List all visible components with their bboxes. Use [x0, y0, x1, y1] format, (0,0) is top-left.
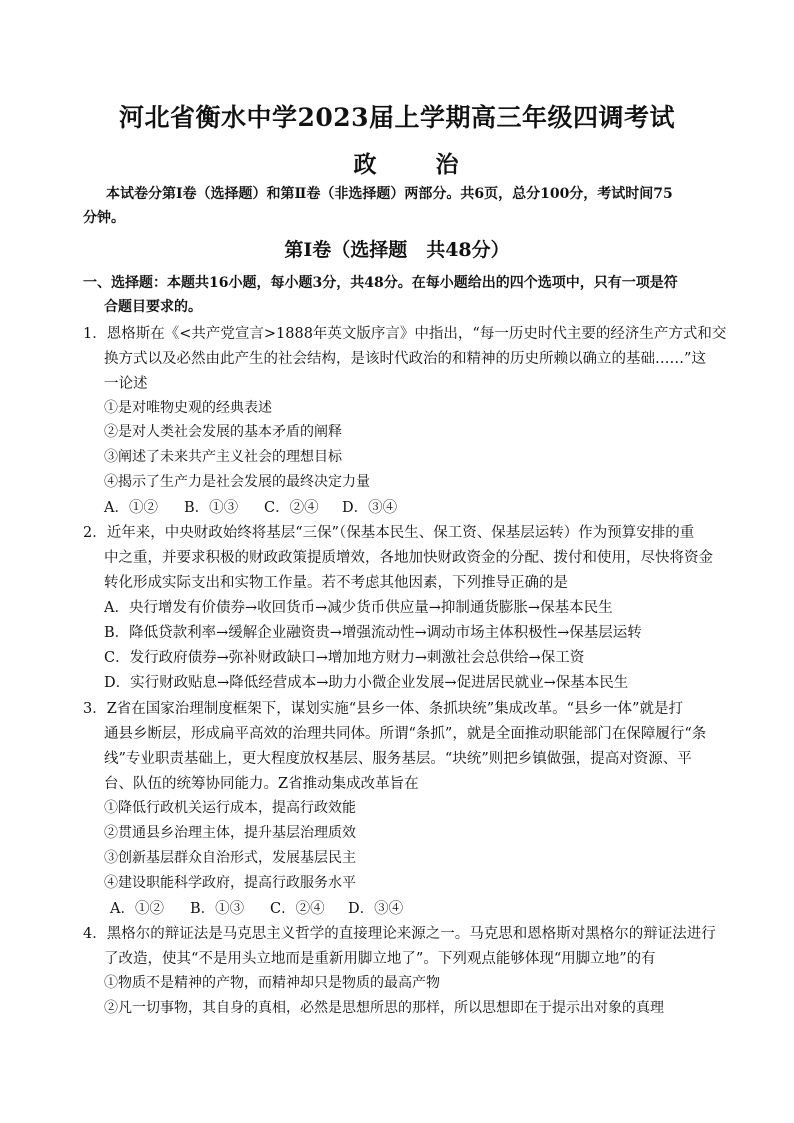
instruction-line-2: 合题目要求的。	[104, 299, 202, 315]
question-text-line: 转化形成实际支出和实物工作量。若不考虑其他因素，下列推导正确的是	[104, 575, 568, 591]
question-text-line: 台、队伍的统筹协同能力。Z省推动集成改革旨在	[104, 776, 419, 792]
choice-b: B．降低贷款利率→缓解企业融资贵→增强流动性→调动市场主体积极性→保基层运转	[104, 625, 642, 641]
statement: ③创新基层群众自治形式，发展基层民主	[104, 850, 356, 866]
statement: ④建设职能科学政府，提高行政服务水平	[104, 875, 356, 891]
answer-options	[110, 897, 403, 918]
statement: ②是对人类社会发展的基本矛盾的阐释	[104, 424, 342, 440]
statement: ②凡一切事物，其自身的真相，必然是思想所思的那样，所以思想即在于提示出对象的真理	[104, 1000, 664, 1016]
question-text-line: 4．黑格尔的辩证法是马克思主义哲学的直接理论来源之一。马克思和恩格斯对黑格尔的辩证法进行	[83, 926, 716, 942]
option-b: B．①③	[184, 500, 239, 516]
choice-d: D．实行财政贴息→降低经营成本→助力小微企业发展→促进居民就业→保基本民生	[104, 675, 629, 691]
statement: ①是对唯物史观的经典表述	[104, 400, 272, 416]
intro-line-2: 分钟。	[83, 210, 125, 226]
question-text-line: 一论述	[104, 376, 148, 392]
choice-c: C．发行政府债券→弥补财政缺口→增加地方财力→刺激社会总供给→保工资	[104, 650, 585, 666]
question-text-line: 中之重，并要求积极的财政政策提质增效，各地加快财政资金的分配、拨付和使用，尽快将资金	[104, 550, 713, 566]
option-a: A．①②	[110, 901, 164, 917]
option-d: D．③④	[348, 901, 404, 917]
intro-line-1: 本试卷分第Ⅰ卷（选择题）和第Ⅱ卷（非选择题）两部分。共6页，总分100分，考试时间75	[106, 186, 673, 202]
option-a: A．①②	[104, 500, 158, 516]
statement: ③阐述了未来共产主义社会的理想目标	[104, 449, 342, 465]
question-text-line: 通县乡断层，形成扁平高效的治理共同体。所谓“条抓”，就是全面推动职能部门在保障履行“条	[104, 726, 707, 742]
statement: ②贯通县乡治理主体，提升基层治理质效	[104, 825, 356, 841]
statement: ④揭示了生产力是社会发展的最终决定力量	[104, 474, 370, 490]
option-b: B．①③	[190, 901, 245, 917]
section-title: 第Ⅰ卷（选择题 共48分）	[284, 239, 510, 261]
subject-title: 政 治	[353, 151, 477, 178]
question-text-line: 了改造，使其“不是用头立地而是重新用脚立地了”。下列观点能够体现“用脚立地”的有	[104, 951, 656, 967]
instruction-line-1: 一、选择题：本题共16小题，每小题3分，共48分。在每小题给出的四个选项中，只有一项是符	[83, 275, 678, 291]
question-text-line: 换方式以及必然由此产生的社会结构，是该时代政治的和精神的历史所赖以确立的基础……”这	[104, 351, 706, 367]
option-c: C．②④	[264, 500, 319, 516]
option-d: D．③④	[342, 500, 398, 516]
question-text-line: 线”专业职责基础上，更大程度放权基层、服务基层。“块统”则把乡镇做强，提高对资源、平	[104, 751, 692, 767]
question-text-line: 3．Z省在国家治理制度框架下，谋划实施“县乡一体、条抓块统”集成改革。“县乡一体”就是打	[83, 701, 683, 717]
statement: ①降低行政机关运行成本，提高行政效能	[104, 800, 356, 816]
question-text-line: 2．近年来，中央财政始终将基层“三保”（保基本民生、保工资、保基层运转）作为预算安排的重	[83, 525, 695, 541]
choice-a: A．央行增发有价债券→收回货币→减少货币供应量→抑制通货膨胀→保基本民生	[104, 600, 613, 616]
option-c: C．②④	[270, 901, 325, 917]
answer-options	[104, 496, 397, 517]
question-text-line: 1．恩格斯在《<共产党宣言>1888年英文版序言》中指出，“每一历史时代主要的经济生产方式和交	[83, 326, 727, 342]
exam-title: 河北省衡水中学2023届上学期高三年级四调考试	[118, 103, 676, 132]
statement: ①物质不是精神的产物，而精神却只是物质的最高产物	[104, 975, 440, 991]
